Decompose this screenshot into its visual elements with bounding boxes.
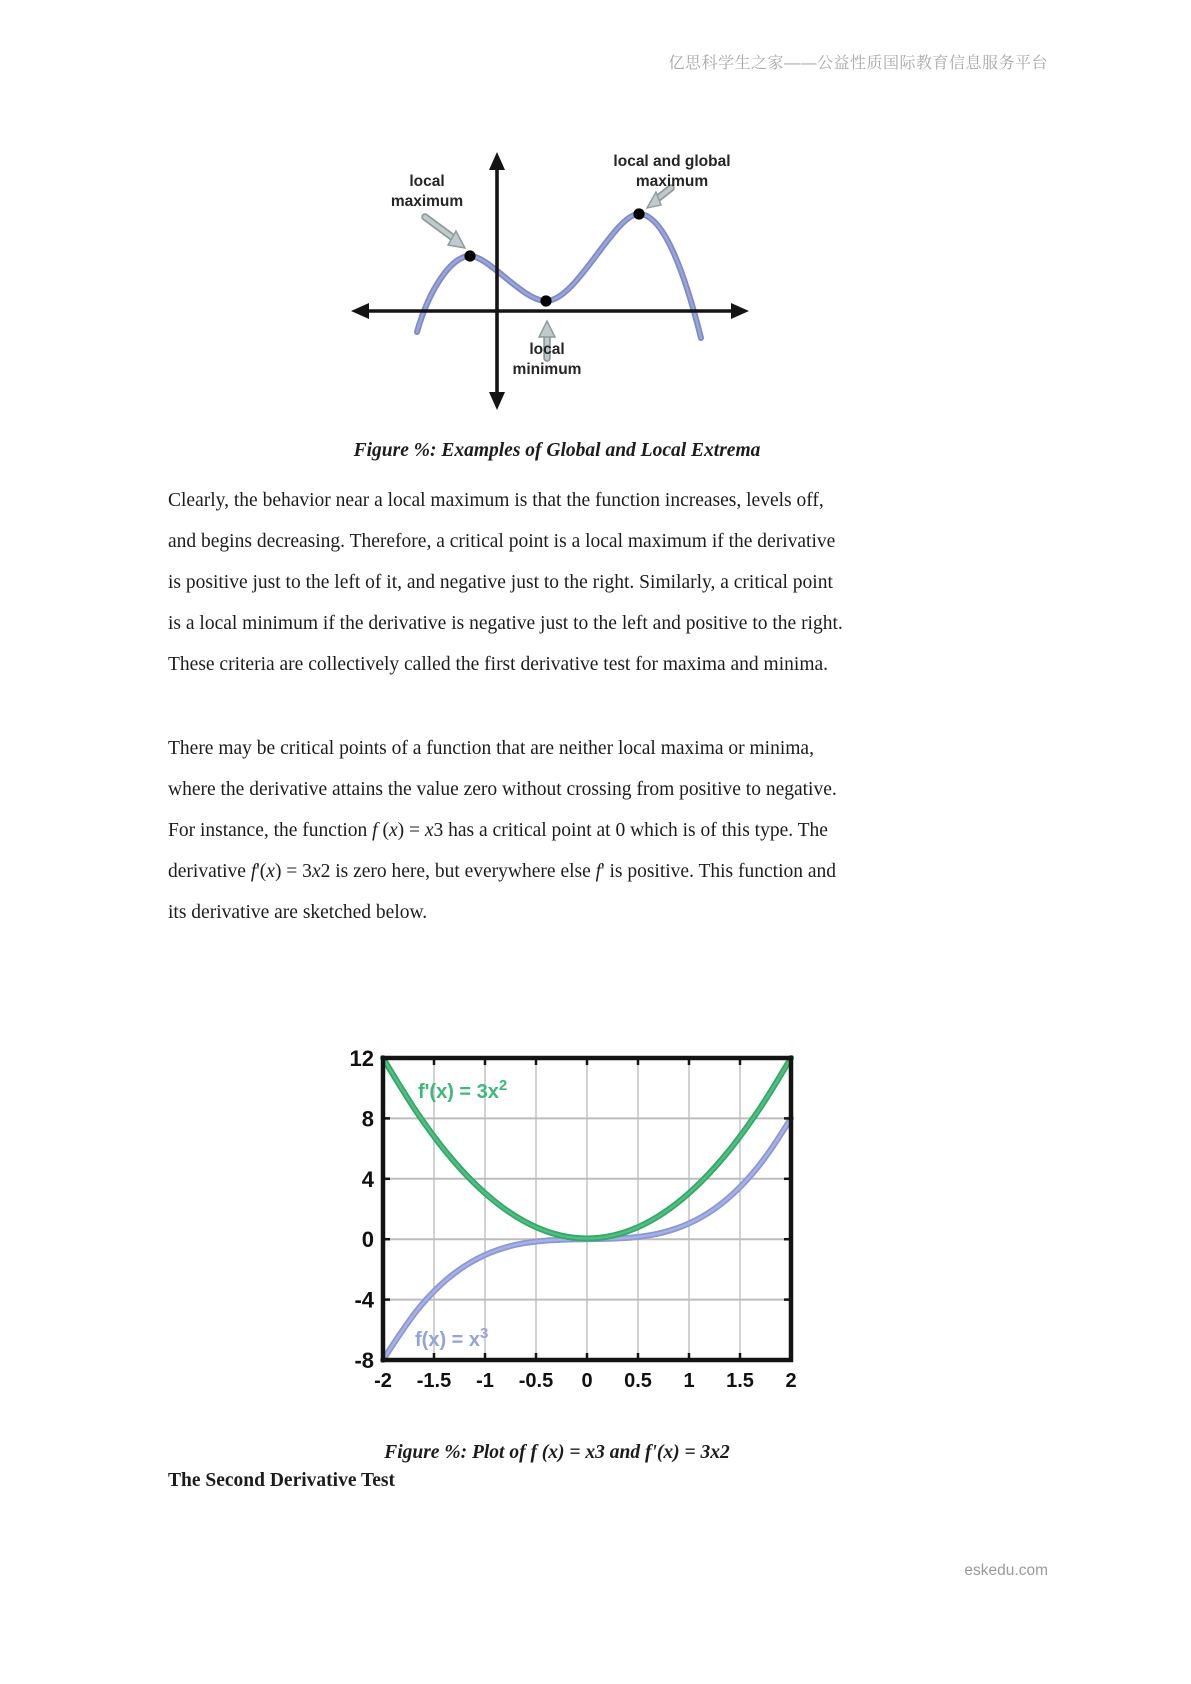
text-line: derivative f'(x) = 3x2 is zero here, but everywhere else f' is positive. This function and (168, 861, 837, 882)
text-line: its derivative are sketched below. (168, 902, 428, 923)
section-heading: The Second Derivative Test (168, 1470, 395, 1491)
global-maximum-label-2: maximum (635, 173, 709, 190)
text-line: is a local minimum if the derivative is negative just to the left and positive to the right. (168, 613, 843, 634)
y-tick-label: -8 (354, 1348, 374, 1373)
header-site-banner: 亿思科学生之家——公益性质国际教育信息服务平台 (668, 55, 1048, 72)
figure2-caption: Figure %: Plot of f (x) = x3 and f'(x) = 3x2 (384, 1442, 730, 1463)
x-tick-label: 1.5 (726, 1370, 754, 1392)
local-maximum-label: local (409, 173, 445, 190)
global-maximum-point (633, 208, 644, 219)
text-line: These criteria are collectively called the first derivative test for maxima and minima. (168, 654, 829, 675)
x-tick-label: -1.5 (416, 1370, 452, 1392)
extrema-figure (325, 138, 760, 438)
local-minimum-label: local (529, 341, 565, 358)
series-label: $f'(x) = 3x^2$ (418, 1077, 508, 1103)
local-maximum-point (464, 250, 475, 261)
local-minimum-label-2: minimum (512, 361, 582, 378)
global-maximum-label: local and global (613, 153, 731, 170)
x-tick-label: 2 (785, 1370, 797, 1392)
function-curve-highlight (417, 214, 701, 338)
paragraph-2 (168, 728, 998, 933)
y-axis-top-arrow-icon (489, 152, 505, 170)
local-max-annotation-arrow (425, 217, 465, 248)
x-axis-right-arrow-icon (731, 303, 749, 319)
text-line: There may be critical points of a function that are neither local maxima or minima, (168, 738, 814, 759)
text-line: For instance, the function f (x) = x3 has a critical point at 0 which is of this type. The (168, 820, 828, 841)
y-tick-label: 0 (361, 1227, 374, 1253)
y-tick-label: 8 (361, 1106, 374, 1132)
x-tick-label: 1 (683, 1370, 695, 1392)
paragraph-1 (168, 480, 998, 685)
x-tick-label: -0.5 (518, 1370, 554, 1392)
y-tick-label: 12 (349, 1046, 374, 1071)
text-line: is positive just to the left of it, and negative just to the right. Similarly, a critical point (168, 572, 833, 593)
x-tick-label: 0 (581, 1370, 593, 1392)
text-line: and begins decreasing. Therefore, a critical point is a local maximum if the derivative (168, 531, 836, 552)
local-maximum-label-2: maximum (390, 193, 464, 210)
text-line: Clearly, the behavior near a local maximum is that the function increases, levels off, (168, 490, 824, 511)
local-minimum-point (540, 295, 551, 306)
x-tick-label: -1 (476, 1370, 494, 1392)
text-line: where the derivative attains the value zero without crossing from positive to negative. (168, 779, 837, 800)
y-axis-bottom-arrow-icon (489, 392, 505, 410)
y-tick-label: -4 (354, 1287, 374, 1313)
x-tick-label: 0.5 (624, 1370, 652, 1392)
function-curve (417, 214, 701, 338)
series-label: $f(x) = x^3$ (415, 1325, 489, 1351)
x-tick-label: -2 (374, 1370, 392, 1392)
y-tick-label: 4 (361, 1166, 374, 1192)
x-axis-left-arrow-icon (351, 303, 369, 319)
cubic-plot-figure (338, 1040, 798, 1395)
global-max-annotation-arrow (647, 188, 671, 208)
figure1-caption: Figure %: Examples of Global and Local Extrema (353, 440, 761, 461)
footer-domain: eskedu.com (964, 1562, 1048, 1579)
